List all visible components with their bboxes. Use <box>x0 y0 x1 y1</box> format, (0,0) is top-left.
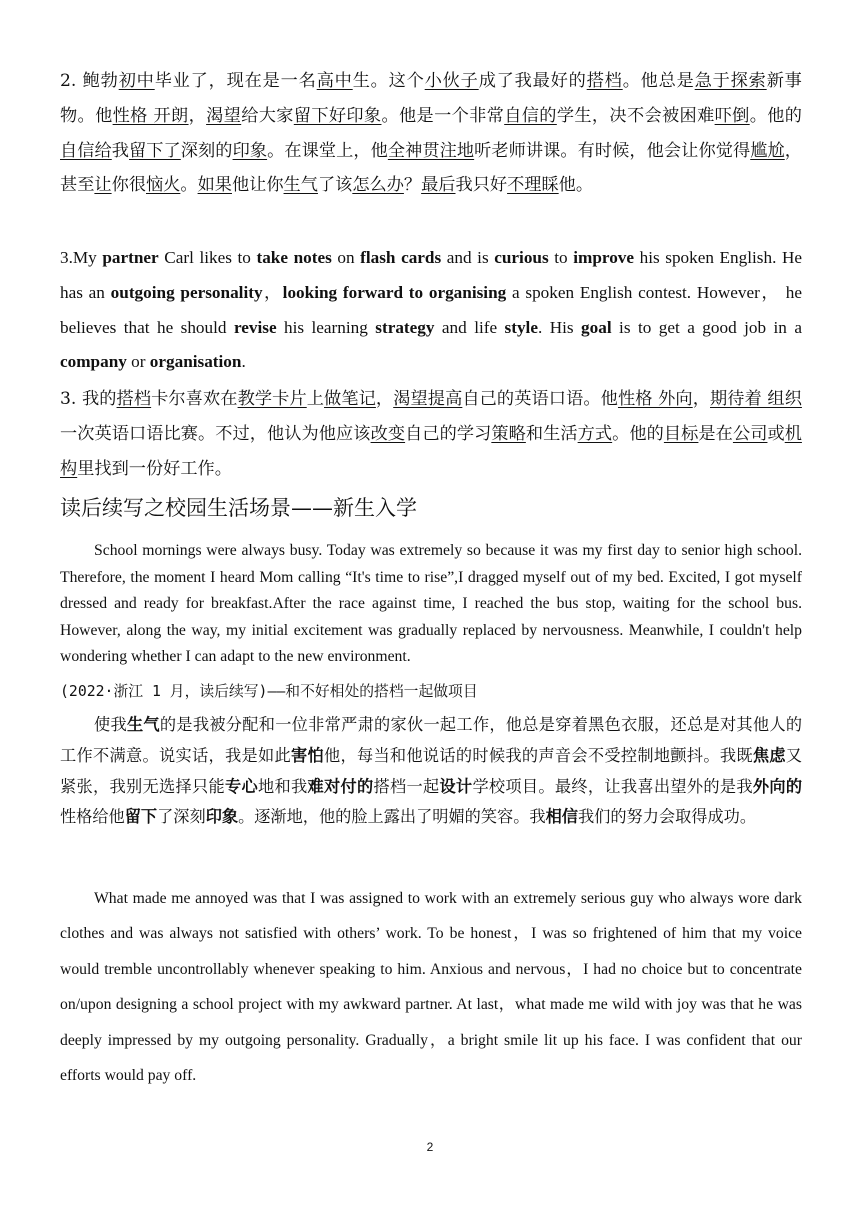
text-run: ？ <box>403 175 422 196</box>
text-run: ，甚至 <box>60 140 802 196</box>
text-run: Carl likes to <box>158 248 257 267</box>
text-run: 自己的英语口语。他 <box>462 389 618 409</box>
underlined-term: 让 <box>94 175 112 196</box>
underlined-term: 吓倒 <box>714 105 750 126</box>
text-run: 性格给他 <box>60 807 125 827</box>
underlined-term: 做笔记 <box>324 389 376 409</box>
text-run: 毕业了，现在是一名 <box>154 71 317 91</box>
text-run: 听老师讲课。有时候，他会让你觉得 <box>474 140 751 161</box>
bold-term: 相信 <box>545 807 578 827</box>
underlined-term: 最后 <box>421 175 456 196</box>
text-run: 我 <box>111 140 130 161</box>
bold-term: improve <box>573 248 635 267</box>
text-run: 。他是一个非常 <box>381 105 505 126</box>
underlined-term: 目标 <box>663 423 699 444</box>
text-run: 3. 我的 <box>60 389 117 409</box>
text-run: 使我 <box>94 715 127 734</box>
text-run: 搭档一起 <box>373 776 440 796</box>
bold-term: 印象 <box>205 807 239 827</box>
text-run: or <box>126 352 150 372</box>
text-run: 。在课堂上，他 <box>267 140 388 161</box>
text-run: on <box>331 248 361 267</box>
bold-term: organisation <box>149 352 242 372</box>
text-run: 。他的 <box>612 423 664 444</box>
bold-term: company <box>60 352 127 372</box>
underlined-term: 如果 <box>197 175 232 196</box>
text-run: 。逐渐地，他的脸上露出了明媚的笑容。我 <box>238 807 546 827</box>
bold-term: curious <box>494 248 549 267</box>
text-run: 3.My <box>60 248 103 267</box>
underlined-term: 期待着 组织 <box>710 389 802 409</box>
text-run: 他让你 <box>231 175 284 196</box>
underlined-term: 高中 <box>316 71 353 91</box>
text-run: 和生活 <box>525 423 578 444</box>
paragraph-english-partner-project: What made me annoyed was that I was assigned to work with an extremely serious guy who always wore dark clothes and was always not satisfied with others’ work. To be honest，I was so frightened of him that my voice would tremble uncontrollably whenever speaking to him. Anxious and nervous，I had no choice but to concentrate on/upon designing a school project with my awkward partner. At last，what made me wild with joy was that he was deeply impressed by my outgoing personality. Gradually，a bright smile lit up his face. I was confident that our efforts would pay off. <box>60 890 802 1085</box>
source-line: (2022·浙江 1 月，读后续写)——和不好相处的搭档一起做项目 <box>60 683 478 700</box>
paragraph-chinese-carl <box>60 382 802 486</box>
text-run: 他。 <box>558 175 594 196</box>
underlined-term: 留下好印象 <box>293 105 382 126</box>
bold-term: 难对付的 <box>307 776 374 796</box>
text-run: 一次英语口语比赛。不过，他认为他应该 <box>60 423 371 444</box>
underlined-term: 策略 <box>491 423 526 444</box>
underlined-term: 不理睬 <box>507 175 559 196</box>
text-run: 了深刻 <box>157 807 206 827</box>
bold-term: 外向的 <box>752 776 803 796</box>
text-run: 自己的学习 <box>405 423 492 444</box>
bold-term: 留下 <box>124 807 158 827</box>
underlined-term: 全神贯注地 <box>387 140 475 161</box>
bold-term: outgoing personality <box>110 282 263 302</box>
text-run: 2. 鲍勃 <box>60 71 119 91</box>
paragraph-english-school-morning: School mornings were always busy. Today was extremely so because it was my first day to senior high school. Therefore, the moment I heard Mom calling “It's time to rise”,I dragged myself out of my bed. Excited, I got myself dressed and ready for breakfast.After the race against time, I reached the bus stop, waiting for the school bus. However, along the way, my initial excitement was gradually replaced by nervousness. Meanwhile, I couldn't help wondering whether I can adapt to the new environment. <box>60 542 802 665</box>
underlined-term: 留下了 <box>129 140 181 161</box>
bold-term: 害怕 <box>290 745 324 765</box>
underlined-term: 性格 外向 <box>617 389 693 409</box>
paragraph-chinese-partner-project <box>60 710 802 833</box>
text-run: 你很 <box>111 175 146 196</box>
underlined-term: 机构 <box>60 423 802 479</box>
bold-term: strategy <box>375 317 435 337</box>
text-run: 卡尔喜欢在 <box>151 389 238 409</box>
bold-term: style <box>504 317 538 337</box>
text-run: 或 <box>767 423 785 444</box>
bold-term: partner <box>102 248 159 267</box>
underlined-term: 搭档 <box>116 389 152 409</box>
text-run: to <box>548 248 574 267</box>
page-number: 2 <box>426 1140 434 1154</box>
underlined-term: 生气 <box>283 175 318 196</box>
paragraph-english-carl <box>60 241 802 380</box>
underlined-term: 小伙子 <box>424 71 479 91</box>
underlined-term: 搭档 <box>586 71 623 91</box>
bold-term: 生气 <box>126 715 160 734</box>
text-run: his spoken English. He has an <box>60 248 802 302</box>
text-run: is to get a good job in a <box>611 317 802 337</box>
text-run: and is <box>441 248 495 267</box>
bold-term: goal <box>581 317 612 337</box>
text-run: 深刻的 <box>180 140 233 161</box>
text-run: 又紧张，我别无选择只能 <box>60 745 803 796</box>
underlined-term: 自信的 <box>504 105 557 126</box>
underlined-term: 初中 <box>118 71 155 91</box>
text-run: 。他的 <box>749 105 802 126</box>
underlined-term: 印象 <box>232 140 268 161</box>
text-run: ， <box>188 105 207 126</box>
text-run: 的是我被分配和一位非常严肃的家伙一起工作，他总是穿着黑色衣服，还总是对其他人的工作不满意。说实话，我是如此 <box>60 715 803 765</box>
text-run: his learning <box>276 317 376 337</box>
text-run: 学校项目。最终，让我喜出望外的是我 <box>472 776 753 796</box>
text-run: 上 <box>306 389 325 409</box>
underlined-term: 恼火 <box>145 175 181 196</box>
text-run: ， <box>375 389 394 409</box>
text-run: . His <box>537 317 582 337</box>
text-run: 成了我最好的 <box>478 71 587 91</box>
underlined-term: 自信给 <box>60 140 112 161</box>
bold-term: 焦虑 <box>752 745 786 765</box>
text-run: 给大家 <box>241 105 294 126</box>
underlined-term: 渴望提高 <box>393 389 463 409</box>
underlined-term: 改变 <box>370 423 406 444</box>
text-run: 他，每当和他说话的时候我的声音会不受控制地颤抖。我既 <box>323 745 753 765</box>
text-run: 我们的努力会取得成功。 <box>578 807 757 827</box>
paragraph-chinese-bob <box>60 64 802 203</box>
text-run: 我只好 <box>455 175 508 196</box>
text-run: 新事物。他 <box>60 71 802 126</box>
bold-term: looking forward to organising <box>282 282 507 302</box>
bold-term: flash cards <box>360 248 442 267</box>
text-run: . <box>241 352 246 372</box>
text-run: 。他总是 <box>622 71 695 91</box>
text-run: ， <box>692 389 710 409</box>
underlined-term: 急于探索 <box>694 71 767 91</box>
underlined-term: 性格 开朗 <box>112 105 189 126</box>
bold-term: revise <box>233 317 277 337</box>
text-run: 是在 <box>698 423 733 444</box>
bold-term: 专心 <box>224 776 258 796</box>
underlined-term: 怎么办 <box>352 175 404 196</box>
underlined-term: 公司 <box>732 423 768 444</box>
bold-term: take notes <box>256 248 332 267</box>
section-heading: 读后续写之校园生活场景——新生入学 <box>60 496 417 520</box>
underlined-term: 教学卡片 <box>237 389 307 409</box>
text-run: 地和我 <box>257 776 308 796</box>
text-run: 学生，决不会被困难 <box>556 105 715 126</box>
underlined-term: 尴尬 <box>750 140 785 161</box>
text-run: ， <box>262 282 283 302</box>
text-run: 生。这个 <box>352 71 425 91</box>
text-run: 了该 <box>317 175 353 196</box>
text-run: a spoken English contest. However， he believes that he should <box>60 282 802 337</box>
text-run: and life <box>434 317 505 337</box>
text-run: 里找到一份好工作。 <box>77 458 232 479</box>
underlined-term: 方式 <box>577 423 613 444</box>
underlined-term: 渴望 <box>206 105 242 126</box>
text-run: 。 <box>180 175 198 196</box>
bold-term: 设计 <box>439 776 473 796</box>
